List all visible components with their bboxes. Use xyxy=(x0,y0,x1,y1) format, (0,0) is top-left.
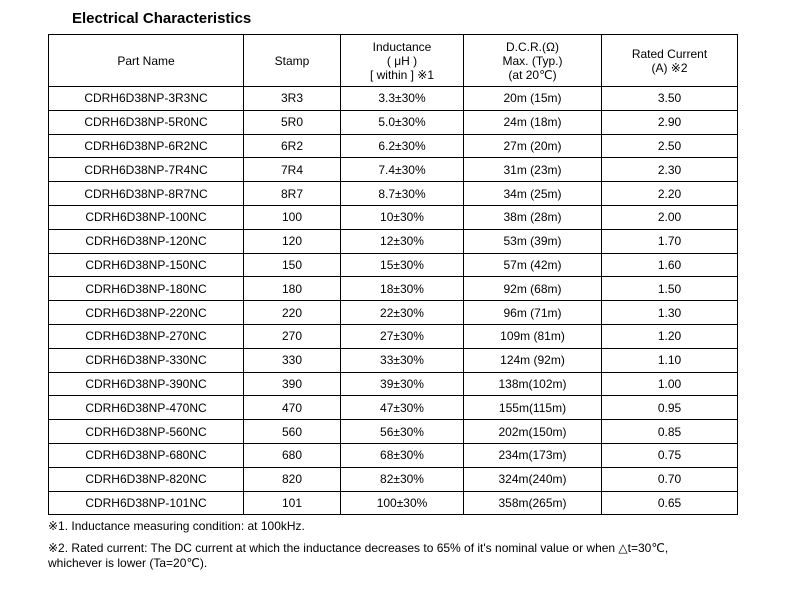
page-title: Electrical Characteristics xyxy=(72,10,252,27)
column-header-part-name: Part Name xyxy=(49,35,244,87)
rated-current-cell: 0.75 xyxy=(602,443,738,467)
dcr-cell: 34m (25m) xyxy=(464,182,602,206)
table-row xyxy=(49,443,738,467)
inductance-cell: 7.4±30% xyxy=(341,158,464,182)
inductance-cell: 68±30% xyxy=(341,443,464,467)
column-header-stamp: Stamp xyxy=(244,35,341,87)
stamp-cell: 5R0 xyxy=(244,110,341,134)
dcr-cell: 138m(102m) xyxy=(464,372,602,396)
table-row xyxy=(49,491,738,515)
stamp-cell: 680 xyxy=(244,443,341,467)
inductance-cell: 100±30% xyxy=(341,491,464,515)
footnote-rated-current xyxy=(48,541,748,571)
part-name-cell: CDRH6D38NP-101NC xyxy=(49,491,244,515)
table-row xyxy=(49,110,738,134)
part-name-cell: CDRH6D38NP-470NC xyxy=(49,396,244,420)
inductance-cell: 8.7±30% xyxy=(341,182,464,206)
table-row xyxy=(49,229,738,253)
dcr-cell: 24m (18m) xyxy=(464,110,602,134)
stamp-cell: 3R3 xyxy=(244,87,341,111)
rated-current-cell: 2.50 xyxy=(602,134,738,158)
part-name-cell: CDRH6D38NP-220NC xyxy=(49,301,244,325)
part-name-cell: CDRH6D38NP-270NC xyxy=(49,324,244,348)
inductance-cell: 5.0±30% xyxy=(341,110,464,134)
rated-current-cell: 1.10 xyxy=(602,348,738,372)
inductance-cell: 82±30% xyxy=(341,467,464,491)
rated-current-cell: 2.00 xyxy=(602,205,738,229)
part-name-cell: CDRH6D38NP-5R0NC xyxy=(49,110,244,134)
dcr-cell: 53m (39m) xyxy=(464,229,602,253)
stamp-cell: 180 xyxy=(244,277,341,301)
table-row xyxy=(49,420,738,444)
part-name-cell: CDRH6D38NP-330NC xyxy=(49,348,244,372)
inductance-cell: 39±30% xyxy=(341,372,464,396)
table-header-row xyxy=(49,35,738,87)
part-name-cell: CDRH6D38NP-8R7NC xyxy=(49,182,244,206)
table-row xyxy=(49,324,738,348)
dcr-cell: 234m(173m) xyxy=(464,443,602,467)
stamp-cell: 8R7 xyxy=(244,182,341,206)
column-header-rated-current: Rated Current (A) ※2 xyxy=(602,35,738,87)
footnote-rated-current-line2: whichever is lower (Ta=20℃). xyxy=(48,556,208,570)
table-row xyxy=(49,182,738,206)
stamp-cell: 220 xyxy=(244,301,341,325)
part-name-cell: CDRH6D38NP-820NC xyxy=(49,467,244,491)
table-row xyxy=(49,253,738,277)
footnote-inductance-condition: ※1. Inductance measuring condition: at 100kHz. xyxy=(48,519,305,533)
stamp-cell: 101 xyxy=(244,491,341,515)
inductance-cell: 33±30% xyxy=(341,348,464,372)
inductance-cell: 47±30% xyxy=(341,396,464,420)
part-name-cell: CDRH6D38NP-560NC xyxy=(49,420,244,444)
table-row xyxy=(49,396,738,420)
rated-current-cell: 1.30 xyxy=(602,301,738,325)
part-name-cell: CDRH6D38NP-7R4NC xyxy=(49,158,244,182)
stamp-cell: 6R2 xyxy=(244,134,341,158)
stamp-cell: 7R4 xyxy=(244,158,341,182)
column-header-dcr: D.C.R.(Ω) Max. (Typ.) (at 20℃) xyxy=(464,35,602,87)
electrical-characteristics-table xyxy=(48,34,738,515)
part-name-cell: CDRH6D38NP-3R3NC xyxy=(49,87,244,111)
dcr-cell: 57m (42m) xyxy=(464,253,602,277)
dcr-cell: 92m (68m) xyxy=(464,277,602,301)
stamp-cell: 330 xyxy=(244,348,341,372)
dcr-cell: 96m (71m) xyxy=(464,301,602,325)
stamp-cell: 150 xyxy=(244,253,341,277)
column-header-inductance: Inductance ( μH ) [ within ] ※1 xyxy=(341,35,464,87)
rated-current-cell: 2.20 xyxy=(602,182,738,206)
table-row xyxy=(49,467,738,491)
dcr-cell: 38m (28m) xyxy=(464,205,602,229)
rated-current-cell: 0.70 xyxy=(602,467,738,491)
part-name-cell: CDRH6D38NP-390NC xyxy=(49,372,244,396)
dcr-cell: 202m(150m) xyxy=(464,420,602,444)
inductance-cell: 18±30% xyxy=(341,277,464,301)
table-row xyxy=(49,134,738,158)
table-row xyxy=(49,301,738,325)
table-row xyxy=(49,87,738,111)
rated-current-cell: 1.00 xyxy=(602,372,738,396)
inductance-cell: 10±30% xyxy=(341,205,464,229)
dcr-cell: 20m (15m) xyxy=(464,87,602,111)
part-name-cell: CDRH6D38NP-180NC xyxy=(49,277,244,301)
rated-current-cell: 0.85 xyxy=(602,420,738,444)
dcr-cell: 31m (23m) xyxy=(464,158,602,182)
inductance-cell: 27±30% xyxy=(341,324,464,348)
dcr-cell: 155m(115m) xyxy=(464,396,602,420)
stamp-cell: 820 xyxy=(244,467,341,491)
stamp-cell: 120 xyxy=(244,229,341,253)
rated-current-cell: 3.50 xyxy=(602,87,738,111)
rated-current-cell: 2.30 xyxy=(602,158,738,182)
part-name-cell: CDRH6D38NP-150NC xyxy=(49,253,244,277)
dcr-cell: 27m (20m) xyxy=(464,134,602,158)
rated-current-cell: 1.50 xyxy=(602,277,738,301)
table-row xyxy=(49,205,738,229)
dcr-cell: 358m(265m) xyxy=(464,491,602,515)
inductance-cell: 22±30% xyxy=(341,301,464,325)
rated-current-cell: 1.60 xyxy=(602,253,738,277)
rated-current-cell: 0.65 xyxy=(602,491,738,515)
part-name-cell: CDRH6D38NP-680NC xyxy=(49,443,244,467)
rated-current-cell: 1.20 xyxy=(602,324,738,348)
inductance-cell: 15±30% xyxy=(341,253,464,277)
footnote-rated-current-line1: ※2. Rated current: The DC current at which the inductance decreases to 65% of it's nominal value or when △t=30℃, xyxy=(48,541,669,555)
stamp-cell: 390 xyxy=(244,372,341,396)
stamp-cell: 470 xyxy=(244,396,341,420)
stamp-cell: 560 xyxy=(244,420,341,444)
rated-current-cell: 2.90 xyxy=(602,110,738,134)
part-name-cell: CDRH6D38NP-120NC xyxy=(49,229,244,253)
table-row xyxy=(49,372,738,396)
table-row xyxy=(49,277,738,301)
dcr-cell: 109m (81m) xyxy=(464,324,602,348)
inductance-cell: 12±30% xyxy=(341,229,464,253)
stamp-cell: 270 xyxy=(244,324,341,348)
rated-current-cell: 0.95 xyxy=(602,396,738,420)
rated-current-cell: 1.70 xyxy=(602,229,738,253)
part-name-cell: CDRH6D38NP-6R2NC xyxy=(49,134,244,158)
inductance-cell: 6.2±30% xyxy=(341,134,464,158)
dcr-cell: 324m(240m) xyxy=(464,467,602,491)
dcr-cell: 124m (92m) xyxy=(464,348,602,372)
inductance-cell: 3.3±30% xyxy=(341,87,464,111)
stamp-cell: 100 xyxy=(244,205,341,229)
part-name-cell: CDRH6D38NP-100NC xyxy=(49,205,244,229)
inductance-cell: 56±30% xyxy=(341,420,464,444)
table-row xyxy=(49,348,738,372)
table-row xyxy=(49,158,738,182)
